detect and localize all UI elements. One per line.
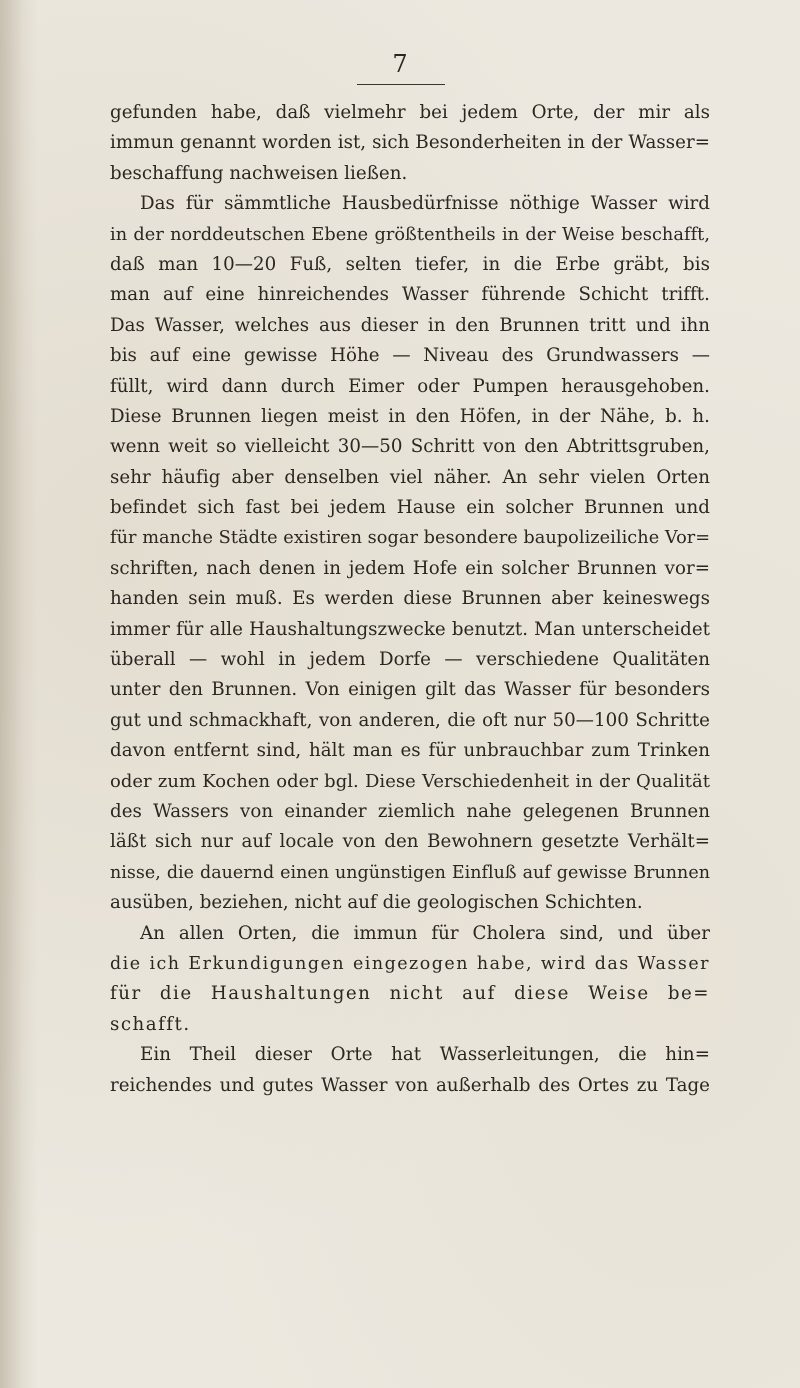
- text-line: handen sein muß. Es werden diese Brunnen aber keineswegs: [110, 588, 710, 610]
- text-line: gut und schmackhaft, von anderen, die oft nur 50—100 Schritte: [110, 709, 710, 731]
- text-line: für manche Städte existiren sogar besondere baupolizeiliche Vor=: [110, 528, 711, 549]
- text-line: Ein Theil dieser Orte hat Wasserleitungen, die hin=: [140, 1044, 710, 1066]
- text-line: Diese Brunnen liegen meist in den Höfen, in der Nähe, b. h.: [110, 405, 710, 427]
- body-text: [110, 98, 710, 1101]
- text-line: immun genannt worden ist, sich Besonderheiten in der Wasser=: [110, 132, 710, 154]
- text-line: beschaffung nachweisen ließen.: [110, 162, 408, 184]
- text-line: man auf eine hinreichendes Wasser führende Schicht trifft.: [110, 284, 710, 306]
- text-line: füllt, wird dann durch Eimer oder Pumpen herausgehoben.: [110, 375, 710, 397]
- text-line: für die Haushaltungen nicht auf diese Weise be=: [110, 983, 710, 1005]
- text-line: läßt sich nur auf locale von den Bewohnern gesetzte Verhält=: [110, 831, 710, 853]
- text-line: unter den Brunnen. Von einigen gilt das Wasser für besonders: [110, 679, 710, 701]
- text-line: davon entfernt sind, hält man es für unbrauchbar zum Trinken: [110, 740, 710, 762]
- text-line: überall — wohl in jedem Dorfe — verschiedene Qualitäten: [110, 649, 710, 671]
- text-line: Das für sämmtliche Hausbedürfnisse nöthige Wasser wird: [140, 193, 710, 215]
- header-rule: [357, 84, 445, 85]
- text-line: schafft.: [110, 1013, 191, 1035]
- text-line: ausüben, beziehen, nicht auf die geologischen Schichten.: [110, 892, 643, 914]
- page-edge-shadow: [0, 0, 38, 1388]
- text-line: daß man 10—20 Fuß, selten tiefer, in die Erbe gräbt, bis: [110, 253, 710, 275]
- text-line: die ich Erkundigungen eingezogen habe, wird das Wasser: [110, 953, 710, 974]
- text-line: des Wassers von einander ziemlich nahe gelegenen Brunnen: [110, 800, 710, 822]
- text-line: sehr häufig aber denselben viel näher. An sehr vielen Orten: [110, 466, 710, 488]
- text-line: wenn weit so vielleicht 30—50 Schritt von den Abtrittsgruben,: [110, 436, 710, 458]
- page-number: 7: [392, 50, 408, 78]
- text-line: befindet sich fast bei jedem Hause ein solcher Brunnen und: [110, 497, 710, 519]
- text-line: Das Wasser, welches aus dieser in den Brunnen tritt und ihn: [110, 314, 710, 336]
- text-line: bis auf eine gewisse Höhe — Niveau des Grundwassers —: [110, 345, 710, 367]
- text-line: schriften, nach denen in jedem Hofe ein solcher Brunnen vor=: [110, 557, 710, 579]
- text-line: immer für alle Haushaltungszwecke benutzt. Man unterscheidet: [110, 618, 710, 640]
- text-line: An allen Orten, die immun für Cholera sind, und über: [140, 922, 710, 944]
- text-line: gefunden habe, daß vielmehr bei jedem Orte, der mir als: [110, 102, 710, 123]
- text-line: oder zum Kochen oder bgl. Diese Verschiedenheit in der Qualität: [110, 770, 710, 792]
- text-line: reichendes und gutes Wasser von außerhalb des Ortes zu Tage: [110, 1074, 710, 1096]
- text-line: in der norddeutschen Ebene größtentheils in der Weise beschafft,: [110, 224, 710, 245]
- text-line: nisse, die dauernd einen ungünstigen Einfluß auf gewisse Brunnen: [110, 862, 710, 883]
